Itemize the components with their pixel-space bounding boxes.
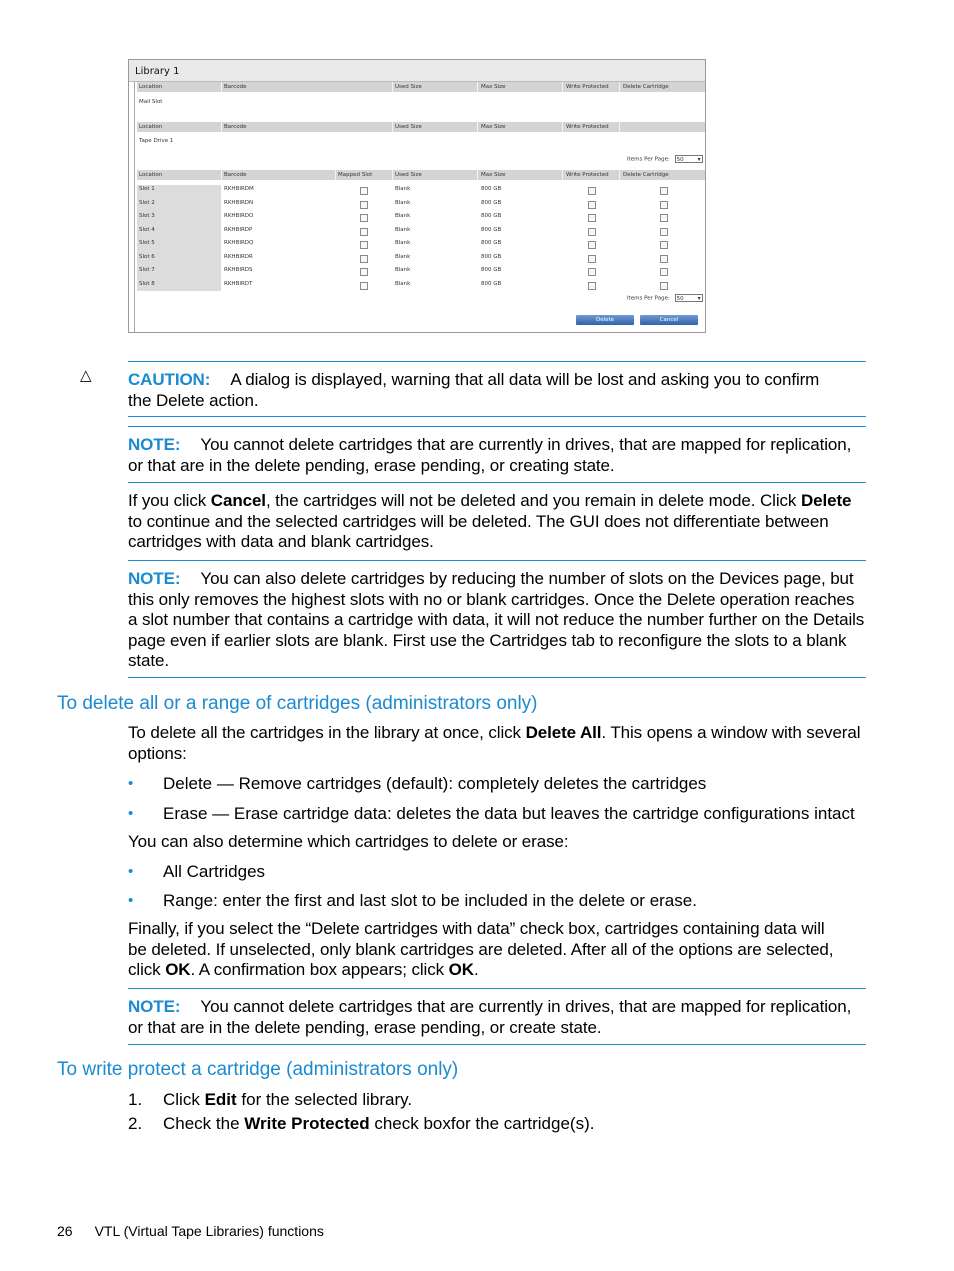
step-number: 2. <box>128 1114 143 1133</box>
library-screenshot <box>128 59 706 333</box>
col-location: Location <box>139 84 163 90</box>
edit-term: Edit <box>204 1090 237 1109</box>
slot-used-size: Blank <box>395 186 411 192</box>
step-item <box>128 1114 594 1134</box>
slot-max-size: 800 GB <box>481 253 502 260</box>
delete-all-term: Delete All <box>525 723 602 742</box>
delete-cartridge-checkbox[interactable] <box>660 241 668 249</box>
items-per-page-select[interactable]: 50 ▾ <box>675 155 703 163</box>
text: . <box>473 960 479 980</box>
mapped-slot-checkbox[interactable] <box>360 201 368 209</box>
slot-max-size: 800 GB <box>481 226 502 233</box>
write-protected-term: Write Protected <box>244 1114 370 1133</box>
text: cartridges with data and blank cartridges. <box>128 532 434 552</box>
text: for the selected library. <box>236 1090 413 1109</box>
text: If you click <box>128 491 211 510</box>
slot-used-size: Blank <box>395 199 411 206</box>
note-text: or that are in the delete pending, erase pending, or create state. <box>128 1017 602 1037</box>
list-item-text: Erase — Erase cartridge data: deletes the data but leaves the cartridge configurations intact <box>163 804 855 823</box>
table-row <box>137 211 705 224</box>
col-barcode: Barcode <box>224 172 247 178</box>
note-block <box>128 997 868 1038</box>
write-protected-checkbox[interactable] <box>588 241 596 249</box>
slot-location: Slot 7 <box>139 267 155 273</box>
write-protected-checkbox[interactable] <box>588 282 596 290</box>
col-location: Location <box>139 172 163 178</box>
slot-max-size: 800 GB <box>481 199 502 206</box>
library-title: Library 1 <box>135 66 180 77</box>
text: check boxfor the cartridge(s). <box>369 1114 595 1133</box>
text: To delete all the cartridges in the library at once, click <box>128 723 526 742</box>
step-item <box>128 1090 412 1110</box>
slot-used-size: Blank <box>395 213 411 219</box>
delete-cartridge-checkbox[interactable] <box>660 268 668 276</box>
delete-cartridge-checkbox[interactable] <box>660 255 668 263</box>
note-label: NOTE: <box>128 569 181 588</box>
slot-location: Slot 6 <box>139 253 155 260</box>
write-protected-checkbox[interactable] <box>588 228 596 236</box>
slot-used-size: Blank <box>395 253 411 260</box>
table-row <box>137 279 705 292</box>
slot-barcode: RKHBIRDP <box>224 226 253 233</box>
note-block <box>128 569 868 672</box>
text: Finally, if you select the “Delete cartridges with data” check box, cartridges containing data will <box>128 919 825 938</box>
col-barcode: Barcode <box>224 84 247 90</box>
slot-used-size: Blank <box>395 240 411 246</box>
slot-barcode: RKHBIRDM <box>224 186 254 192</box>
col-write-protected: Write Protected <box>566 172 609 178</box>
items-per-page-label: Items Per Page: <box>627 295 670 302</box>
text: . A confirmation box appears; click <box>190 960 449 980</box>
section-heading: To delete all or a range of cartridges (administrators only) <box>57 693 538 714</box>
bullet-icon: • <box>128 775 134 792</box>
note-text: page even if earlier slots are blank. First use the Cartridges tab to reconfigure the slots to a blank <box>128 630 847 650</box>
slot-max-size: 800 GB <box>481 186 502 192</box>
write-protected-checkbox[interactable] <box>588 255 596 263</box>
mapped-slot-checkbox[interactable] <box>360 268 368 276</box>
col-used-size: Used Size <box>395 124 422 130</box>
note-text: You can also delete cartridges by reducing the number of slots on the Devices page, but <box>200 569 854 588</box>
footer-title: VTL (Virtual Tape Libraries) functions <box>94 1223 324 1239</box>
page-footer <box>57 1223 324 1239</box>
text: . This opens a window with several <box>601 723 861 742</box>
slot-location: Slot 1 <box>139 186 155 192</box>
items-per-page-bottom <box>627 294 703 302</box>
col-delete-cartridge: Delete Cartridge <box>623 172 669 178</box>
slot-barcode: RKHBIRDQ <box>224 240 254 246</box>
note-top-rule <box>128 426 866 427</box>
note-top-rule <box>128 988 866 989</box>
mapped-slot-checkbox[interactable] <box>360 187 368 195</box>
slot-location: Slot 3 <box>139 213 155 219</box>
library-title-bar <box>129 60 705 82</box>
caution-bottom-rule <box>128 416 866 417</box>
list-item-text: Delete — Remove cartridges (default): completely deletes the cartridges <box>163 774 707 793</box>
note-block <box>128 435 868 476</box>
text: Click <box>163 1090 205 1109</box>
slot-max-size: 800 GB <box>481 240 502 246</box>
note-text: state. <box>128 651 169 671</box>
col-max-size: Max Size <box>481 84 506 90</box>
col-location: Location <box>139 124 163 130</box>
note-text: You cannot delete cartridges that are currently in drives, that are mapped for replication, <box>200 435 852 454</box>
text: to continue and the selected cartridges will be deleted. The GUI does not differentiate between <box>128 511 829 531</box>
write-protected-checkbox[interactable] <box>588 268 596 276</box>
tape-drive-label: Tape Drive 1 <box>139 138 174 144</box>
ok-term: OK <box>448 960 474 980</box>
tape-drive-header <box>137 122 705 132</box>
note-text: or that are in the delete pending, erase pending, or creating state. <box>128 455 615 475</box>
caution-block <box>128 370 868 411</box>
step-number: 1. <box>128 1090 143 1109</box>
caution-label: CAUTION: <box>128 370 211 389</box>
note-top-rule <box>128 560 866 561</box>
col-max-size: Max Size <box>481 172 506 178</box>
text: Check the <box>163 1114 245 1133</box>
col-barcode: Barcode <box>224 124 247 130</box>
mapped-slot-checkbox[interactable] <box>360 255 368 263</box>
page-number: 26 <box>57 1223 73 1239</box>
mapped-slot-checkbox[interactable] <box>360 241 368 249</box>
cancel-button[interactable]: Cancel <box>640 315 698 325</box>
slot-used-size: Blank <box>395 226 411 233</box>
delete-term: Delete <box>800 491 852 510</box>
text: options: <box>128 743 187 763</box>
list-item-text: Range: enter the first and last slot to be included in the delete or erase. <box>163 891 697 910</box>
items-per-page-top <box>627 155 703 163</box>
note-bottom-rule <box>128 1044 866 1045</box>
ok-term: OK <box>165 960 191 980</box>
left-border-line <box>134 82 135 332</box>
caution-triangle-icon: △ <box>80 367 92 384</box>
finally-paragraph <box>128 919 868 981</box>
slot-barcode: RKHBIRDS <box>224 267 253 273</box>
section-heading: To write protect a cartridge (administrators only) <box>57 1059 459 1080</box>
col-used-size: Used Size <box>395 172 422 178</box>
slot-location: Slot 2 <box>139 199 155 206</box>
items-per-page-select[interactable]: 50 ▾ <box>675 294 703 302</box>
delete-cartridge-checkbox[interactable] <box>660 228 668 236</box>
mapped-slot-checkbox[interactable] <box>360 282 368 290</box>
delete-all-paragraph <box>128 723 868 764</box>
caution-text: the Delete action. <box>128 390 259 410</box>
caution-top-rule <box>128 361 866 362</box>
delete-cartridge-checkbox[interactable] <box>660 187 668 195</box>
cancel-delete-paragraph <box>128 491 868 553</box>
write-protected-checkbox[interactable] <box>588 201 596 209</box>
write-protected-checkbox[interactable] <box>588 214 596 222</box>
slot-location: Slot 5 <box>139 240 155 246</box>
mail-slot-header <box>137 82 705 92</box>
note-label: NOTE: <box>128 435 181 454</box>
slot-used-size: Blank <box>395 280 411 287</box>
col-write-protected: Write Protected <box>566 124 609 130</box>
col-write-protected: Write Protected <box>566 84 609 90</box>
slot-table-header <box>137 170 705 180</box>
mapped-slot-checkbox[interactable] <box>360 228 368 236</box>
note-label: NOTE: <box>128 997 181 1016</box>
bullet-icon: • <box>128 805 134 822</box>
delete-cartridge-checkbox[interactable] <box>660 214 668 222</box>
slot-location: Slot 4 <box>139 226 155 233</box>
bullet-icon: • <box>128 863 134 880</box>
bullet-icon: • <box>128 892 134 909</box>
slot-barcode: RKHBIRDR <box>224 253 253 260</box>
slot-used-size: Blank <box>395 267 411 273</box>
slot-max-size: 800 GB <box>481 213 502 219</box>
write-protected-checkbox[interactable] <box>588 187 596 195</box>
slot-location: Slot 8 <box>139 280 155 287</box>
slot-barcode: RKHBIRDO <box>224 213 254 219</box>
mail-slot-label: Mail Slot <box>139 99 163 105</box>
table-row <box>137 265 705 278</box>
col-used-size: Used Size <box>395 84 422 90</box>
table-row <box>137 198 705 211</box>
slot-max-size: 800 GB <box>481 280 502 287</box>
note-text: this only removes the highest slots with no or blank cartridges. Once the Delete operation reaches <box>128 589 855 609</box>
caution-text: A dialog is displayed, warning that all data will be lost and asking you to confirm <box>230 370 820 389</box>
delete-button[interactable]: Delete <box>576 315 634 325</box>
slot-max-size: 800 GB <box>481 267 502 273</box>
table-row <box>137 184 705 197</box>
note-bottom-rule <box>128 482 866 483</box>
items-per-page-label: Items Per Page: <box>627 156 670 163</box>
table-row <box>137 238 705 251</box>
note-text: You cannot delete cartridges that are currently in drives, that are mapped for replication, <box>200 997 852 1016</box>
note-bottom-rule <box>128 677 866 678</box>
mapped-slot-checkbox[interactable] <box>360 214 368 222</box>
slot-barcode: RKHBIRDN <box>224 199 254 206</box>
paragraph: You can also determine which cartridges to delete or erase: <box>128 832 569 851</box>
slot-barcode: RKHBIRDT <box>224 280 253 287</box>
text: be deleted. If unselected, only blank cartridges are deleted. After all of the options are selected, <box>128 939 834 959</box>
list-item-text: All Cartridges <box>163 862 266 881</box>
table-row <box>137 225 705 238</box>
col-delete-cartridge: Delete Cartridge <box>623 84 669 90</box>
cancel-term: Cancel <box>210 491 266 510</box>
delete-cartridge-checkbox[interactable] <box>660 201 668 209</box>
delete-cartridge-checkbox[interactable] <box>660 282 668 290</box>
col-mapped-slot: Mapped Slot <box>338 172 373 178</box>
col-max-size: Max Size <box>481 124 506 130</box>
text: , the cartridges will not be deleted and you remain in delete mode. Click <box>265 491 801 510</box>
note-text: a slot number that contains a cartridge with data, it will not reduce the number further on the Details <box>128 610 865 630</box>
table-row <box>137 252 705 265</box>
text: click <box>128 960 166 980</box>
